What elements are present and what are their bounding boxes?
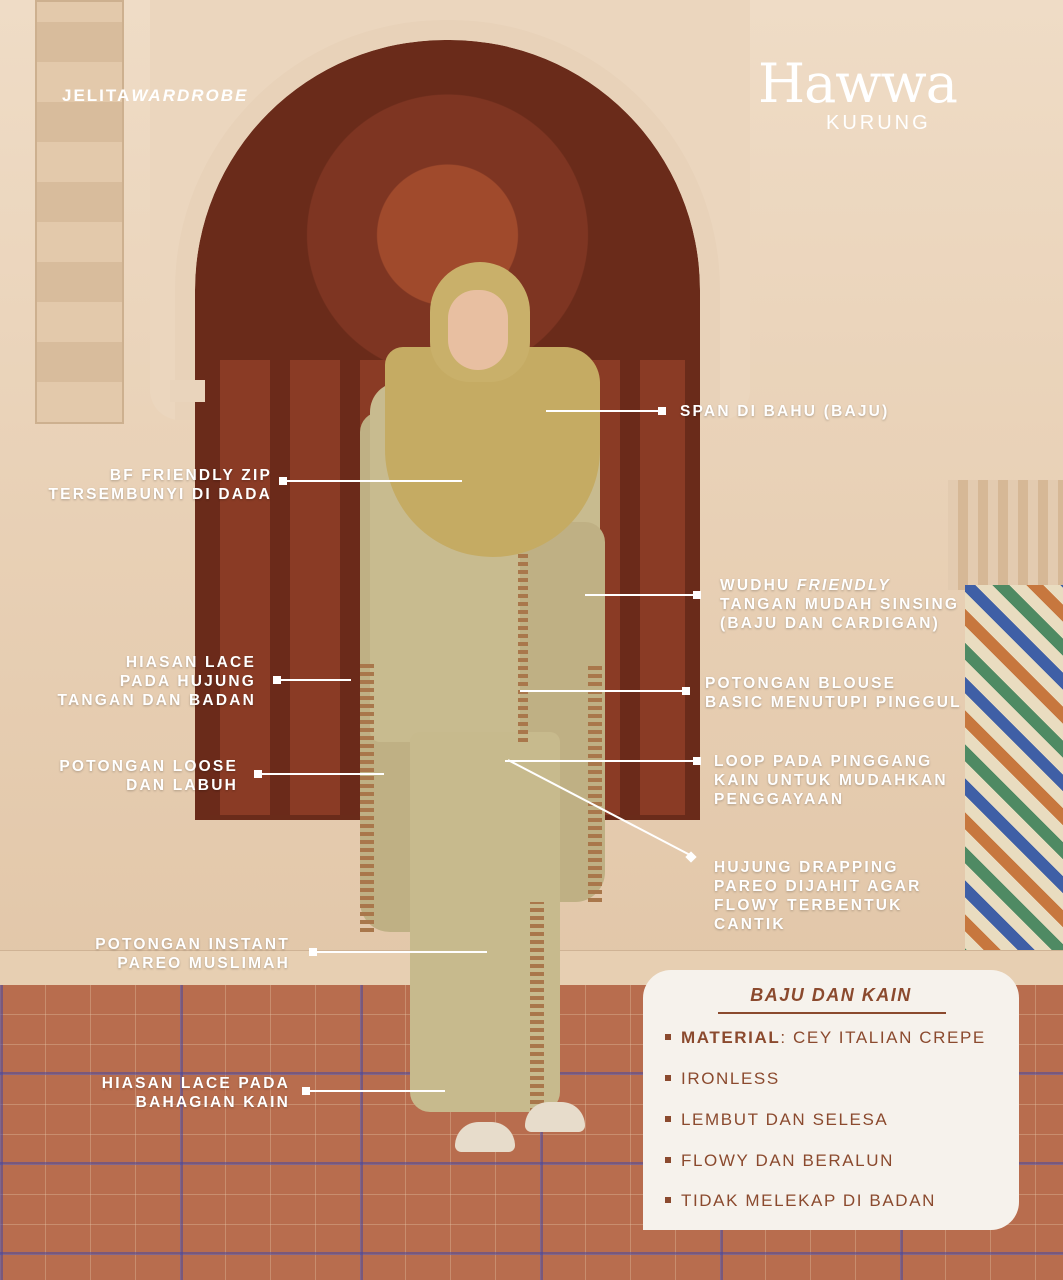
store-brand: JELITAWARDROBE <box>62 86 249 105</box>
card-item-ironless: IRONLESS <box>665 1069 780 1089</box>
callout-hujung-drapping: HUJUNG DRAPPING PAREO DIJAHIT AGAR FLOWY TERBENTUK CANTIK <box>714 859 922 933</box>
callout-hiasan-lace: HIASAN LACE PADA HUJUNG TANGAN DAN BADAN <box>57 654 256 709</box>
card-title: BAJU DAN KAIN <box>750 985 912 1005</box>
bullet-icon <box>665 1116 671 1122</box>
callout-potongan-instant: POTONGAN INSTANT PAREO MUSLIMAH <box>95 936 290 972</box>
lace-trim-skirt <box>530 902 544 1112</box>
callout-loop: LOOP PADA PINGGANG KAIN UNTUK MUDAHKAN PENGGAYAAN <box>714 753 948 808</box>
bullet-icon <box>665 1034 671 1040</box>
callout-span-bahu: SPAN DI BAHU (BAJU) <box>680 403 890 420</box>
calligraphy-frieze <box>948 480 1063 590</box>
card-item-flowy: FLOWY DAN BERALUN <box>665 1151 894 1171</box>
arch-lintel <box>170 380 205 402</box>
material-info-card <box>643 970 1019 1230</box>
shoe-right <box>525 1102 585 1132</box>
callout-line-potongan-instant <box>317 951 487 953</box>
card-item-tidak-melekap: TIDAK MELEKAP DI BADAN <box>665 1191 936 1211</box>
callout-potongan-blouse: POTONGAN BLOUSE BASIC MENUTUPI PINGGUL <box>705 675 962 711</box>
callout-line-potongan-blouse <box>520 690 682 692</box>
bullet-icon <box>665 1157 671 1163</box>
bullet-icon <box>665 1075 671 1081</box>
bullet-icon <box>665 1197 671 1203</box>
callout-potongan-loose: POTONGAN LOOSE DAN LABUH <box>59 758 238 794</box>
lace-trim-center <box>518 542 528 742</box>
callout-dot-potongan-instant <box>309 948 317 956</box>
callout-line-potongan-loose <box>262 773 384 775</box>
product-logo: Hawwa <box>758 52 957 115</box>
callout-wudhu: WUDHU FRIENDLY TANGAN MUDAH SINSING (BAJU DAN CARDIGAN) <box>720 577 960 632</box>
card-item-lembut: LEMBUT DAN SELESA <box>665 1110 888 1130</box>
callout-bf-zip: BF FRIENDLY ZIP TERSEMBUNYI DI DADA <box>48 467 272 503</box>
product-logo-sub: KURUNG <box>826 112 931 134</box>
shoe-left <box>455 1122 515 1152</box>
carved-pillar <box>35 0 124 424</box>
lace-trim-left <box>360 662 374 932</box>
callout-line-bf-zip <box>287 480 462 482</box>
callout-dot-span-bahu <box>658 407 666 415</box>
zellige-tile-wall <box>965 585 1063 965</box>
callout-dot-potongan-loose <box>254 770 262 778</box>
callout-line-hiasan-lace <box>281 679 351 681</box>
callout-line-hiasan-kain <box>310 1090 445 1092</box>
callout-dot-hiasan-kain <box>302 1087 310 1095</box>
card-item-material: MATERIAL: CEY ITALIAN CREPE <box>665 1028 986 1048</box>
callout-line-span-bahu <box>546 410 658 412</box>
callout-line-wudhu <box>585 594 693 596</box>
callout-line-hujung-drapping <box>500 755 700 865</box>
callout-dot-hiasan-lace <box>273 676 281 684</box>
callout-hiasan-kain: HIASAN LACE PADA BAHAGIAN KAIN <box>101 1075 290 1111</box>
callout-dot-wudhu <box>693 591 701 599</box>
card-divider <box>718 1012 946 1014</box>
face <box>448 290 508 370</box>
callout-dot-potongan-blouse <box>682 687 690 695</box>
callout-dot-bf-zip <box>279 477 287 485</box>
